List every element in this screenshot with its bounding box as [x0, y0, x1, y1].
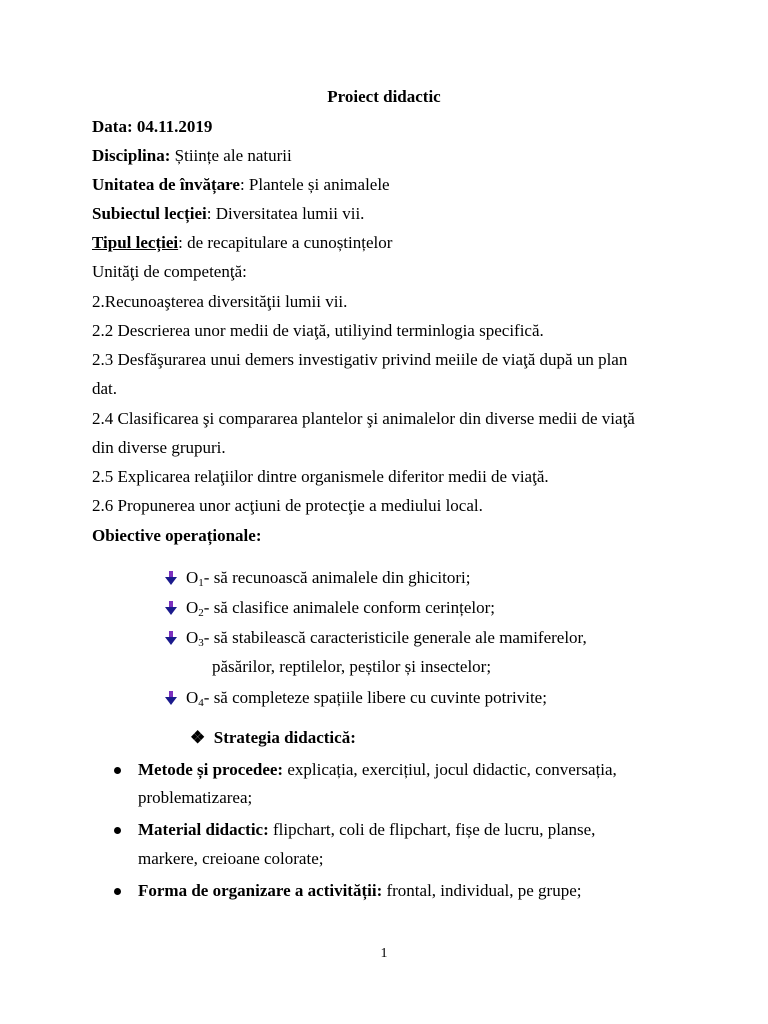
arrow-down-icon	[165, 601, 177, 615]
objective-continuation: păsărilor, reptilelor, peștilor și insectelor;	[212, 657, 492, 676]
subiectul-label: Subiectul lecției	[92, 204, 207, 223]
competenta-item: 2.2 Descrierea unor medii de viaţă, utiliyind terminlogia specifică.	[92, 321, 544, 340]
disciplina-line	[92, 146, 292, 166]
competenta-item: 2.4 Clasificarea şi compararea plantelor şi animalelor din diverse medii de viaţă	[92, 409, 635, 428]
obiective-heading: Obiective operaționale:	[92, 526, 262, 545]
objective-item: $O_2-$ să clasifice animalele conform cerințelor;	[186, 598, 495, 618]
competenta-item: din diverse grupuri.	[92, 438, 226, 457]
tipul-value: : de recapitulare a cunoștințelor	[178, 233, 393, 252]
objective-item: $O_4-$ să completeze spațiile libere cu cuvinte potrivite;	[186, 688, 547, 708]
list-item-forma	[138, 881, 581, 901]
disciplina-value: Științe ale naturii	[170, 146, 292, 165]
unitatea-label: Unitatea de învățare	[92, 175, 240, 194]
material-continuation: markere, creioane colorate;	[138, 849, 324, 868]
unitatea-value: : Plantele și animalele	[239, 175, 390, 194]
bullet-dot-icon	[114, 767, 121, 774]
competenta-item: dat.	[92, 379, 118, 398]
disciplina-label: Disciplina:	[92, 146, 171, 165]
date-line: Data: 04.11.2019	[92, 117, 213, 136]
forma-value: frontal, individual, pe grupe;	[382, 881, 582, 900]
page-number: 1	[380, 946, 388, 961]
bullet-dot-icon	[114, 827, 121, 834]
competente-heading: Unităţi de competenţă:	[92, 262, 247, 281]
competenta-item: 2.5 Explicarea relaţiilor dintre organismele diferitor medii de viaţă.	[92, 467, 549, 486]
subiectul-line	[92, 204, 364, 224]
competenta-item: 2.6 Propunerea unor acţiuni de protecţie a mediului local.	[92, 496, 483, 515]
material-label: Material didactic:	[138, 820, 269, 839]
page-title: Proiect didactic	[327, 87, 441, 106]
list-item-material	[138, 820, 595, 840]
forma-label: Forma de organizare a activității:	[138, 881, 383, 900]
strategia-heading: Strategia didactică:	[213, 728, 356, 747]
metode-value: explicația, exercițiul, jocul didactic, conversația,	[283, 760, 617, 779]
metode-continuation: problematizarea;	[138, 788, 253, 807]
bullet-dot-icon	[114, 888, 121, 895]
tipul-line	[92, 233, 392, 253]
tipul-label: Tipul lecției	[92, 233, 179, 252]
objective-item: $O_1-$ să recunoască animalele din ghicitori;	[186, 568, 470, 588]
competenta-item: 2.Recunoaşterea diversităţii lumii vii.	[92, 292, 348, 311]
arrow-down-icon	[165, 691, 177, 705]
competenta-item: 2.3 Desfăşurarea unui demers investigativ privind meiile de viaţă după un plan	[92, 350, 628, 369]
subiectul-value: : Diversitatea lumii vii.	[206, 204, 365, 223]
strategia-heading-line	[190, 728, 356, 748]
arrow-down-icon	[165, 571, 177, 585]
unitatea-line	[92, 175, 390, 195]
metode-label: Metode și procedee:	[138, 760, 284, 779]
list-item-metode	[138, 760, 617, 780]
objective-item: $O_3-$ să stabilească caracteristicile generale ale mamiferelor,	[186, 628, 587, 648]
diamond-icon: ❖	[190, 728, 206, 747]
arrow-down-icon	[165, 631, 177, 645]
material-value: flipchart, coli de flipchart, fișe de lucru, planse,	[268, 820, 596, 839]
